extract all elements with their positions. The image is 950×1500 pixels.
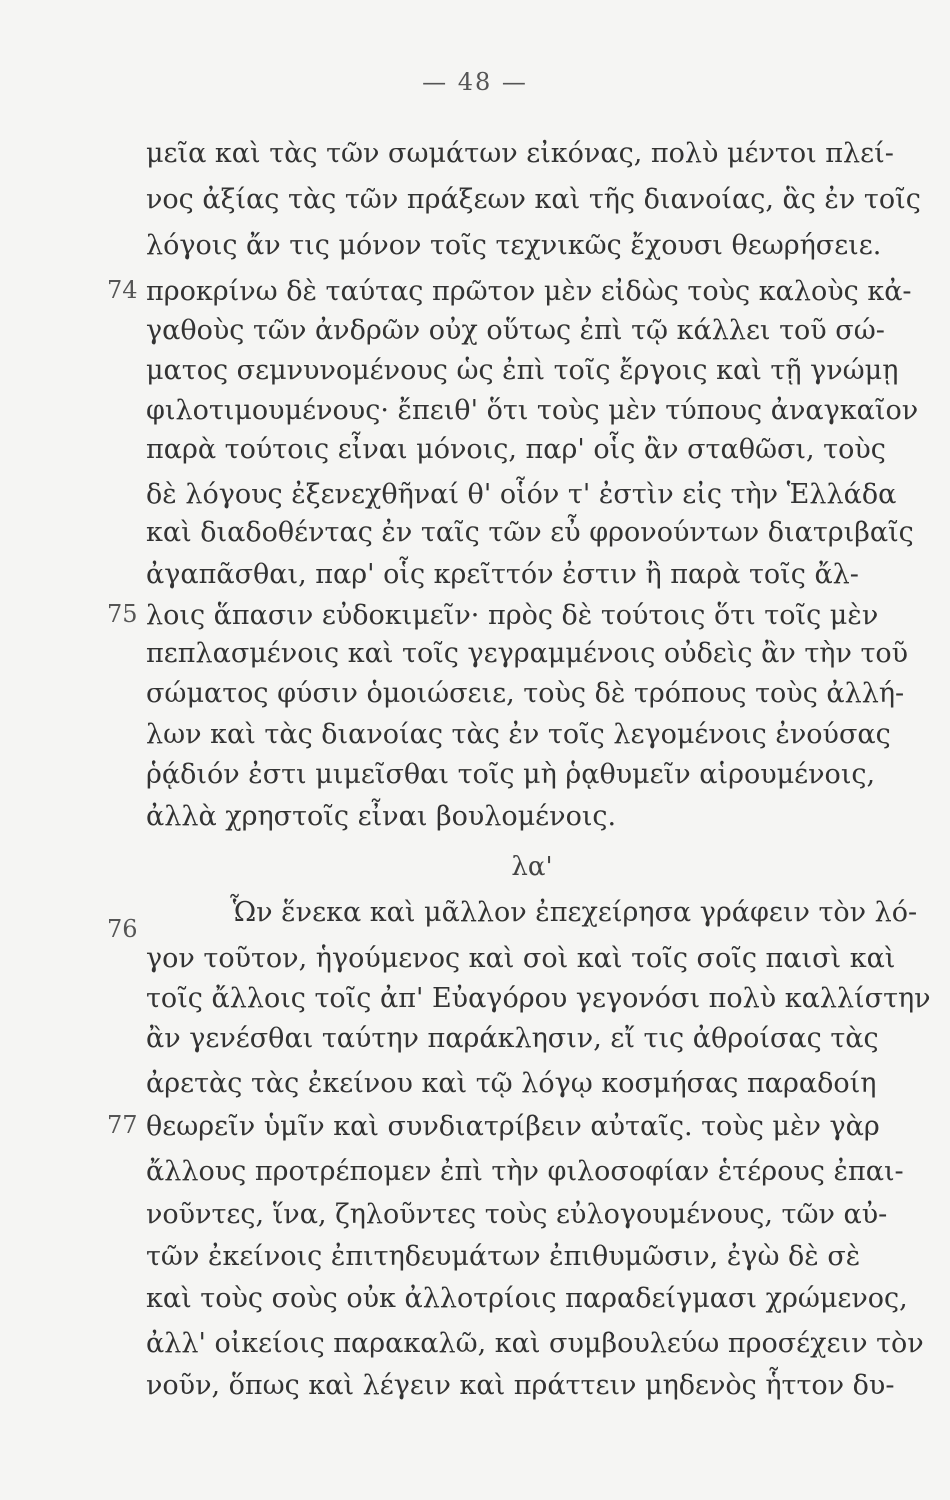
text-line: καὶ διαδοθέντας ἐν ταῖς τῶν εὖ φρονούντων διατριβαῖς	[146, 517, 914, 548]
text-line: φιλοτιμουμένους· ἔπειθ' ὅτι τοὺς μὲν τύπους ἀναγκαῖον	[146, 395, 919, 426]
text-line: προκρίνω δὲ ταύτας πρῶτον μὲν εἰδὼς τοὺς καλοὺς κἀ-	[146, 276, 912, 307]
text-line: τῶν ἐκείνοις ἐπιτηδευμάτων ἐπιθυμῶσιν, ἐγὼ δὲ σὲ	[146, 1241, 861, 1272]
text-line: γαθοὺς τῶν ἀνδρῶν οὐχ οὕτως ἐπὶ τῷ κάλλει τοῦ σώ-	[146, 315, 885, 346]
text-line: ἀλλὰ χρηστοῖς εἶναι βουλομένοις.	[146, 801, 617, 832]
text-line: ἀρετὰς τὰς ἐκείνου καὶ τῷ λόγῳ κοσμήσας παραδοίη	[146, 1068, 877, 1099]
margin-number-77: 77	[107, 1111, 138, 1139]
text-line: νοῦν, ὅπως καὶ λέγειν καὶ πράττειν μηδενὸς ἧττον δυ-	[146, 1370, 895, 1401]
text-line: ἀλλ' οἰκείοις παρακαλῶ, καὶ συμβουλεύω προσέχειν τὸν	[146, 1328, 924, 1359]
text-line: σώματος φύσιν ὁμοιώσειε, τοὺς δὲ τρόπους τοὺς ἀλλή-	[146, 678, 905, 709]
text-line: νοῦντες, ἵνα, ζηλοῦντες τοὺς εὐλογουμένους, τῶν αὐ-	[146, 1199, 888, 1230]
text-line: ἀγαπᾶσθαι, παρ' οἷς κρεῖττόν ἐστιν ἢ παρὰ τοῖς ἄλ-	[146, 559, 859, 590]
margin-number-75: 75	[107, 600, 138, 628]
text-line: θεωρεῖν ὑμῖν καὶ συνδιατρίβειν αὐταῖς. τοὺς μὲν γὰρ	[146, 1111, 880, 1142]
text-line: ματος σεμνυνομένους ὡς ἐπὶ τοῖς ἔργοις καὶ τῇ γνώμῃ	[146, 355, 899, 386]
text-line: μεῖα καὶ τὰς τῶν σωμάτων εἰκόνας, πολὺ μέντοι πλεί-	[146, 138, 894, 169]
margin-number-74: 74	[107, 276, 138, 304]
text-line: τοῖς ἄλλοις τοῖς ἀπ' Εὐαγόρου γεγονόσι πολὺ καλλίστην	[146, 983, 931, 1014]
text-line: Ὧν ἕνεκα καὶ μᾶλλον ἐπεχείρησα γράφειν τὸν λό-	[230, 897, 918, 928]
section-heading: λα'	[511, 852, 553, 882]
text-line: παρὰ τούτοις εἶναι μόνοις, παρ' οἷς ἂν σταθῶσι, τοὺς	[146, 434, 886, 465]
text-line: πεπλασμένοις καὶ τοῖς γεγραμμένοις οὐδεὶς ἂν τὴν τοῦ	[146, 638, 909, 669]
text-line: ῥᾴδιόν ἐστι μιμεῖσθαι τοῖς μὴ ῥᾳθυμεῖν αἱρουμένοις,	[146, 759, 876, 790]
text-line: ἄλλους προτρέπομεν ἐπὶ τὴν φιλοσοφίαν ἑτέρους ἐπαι-	[146, 1156, 904, 1187]
text-line: δὲ λόγους ἐξενεχθῆναί θ' οἷόν τ' ἐστὶν εἰς τὴν Ἑλλάδα	[146, 479, 897, 510]
text-line: ἂν γενέσθαι ταύτην παράκλησιν, εἴ τις ἀθροίσας τὰς	[146, 1023, 879, 1054]
text-line: νος ἀξίας τὰς τῶν πράξεων καὶ τῆς διανοίας, ἃς ἐν τοῖς	[146, 184, 921, 215]
text-line: καὶ τοὺς σοὺς οὐκ ἀλλοτρίοις παραδείγμασι χρώμενος,	[146, 1283, 908, 1314]
text-line: λων καὶ τὰς διανοίας τὰς ἐν τοῖς λεγομένοις ἐνούσας	[146, 719, 891, 750]
margin-number-76: 76	[107, 915, 138, 943]
page-number: — 48 —	[422, 68, 528, 96]
text-line: λόγοις ἄν τις μόνον τοῖς τεχνικῶς ἔχουσι θεωρήσειε.	[146, 230, 882, 261]
text-line: λοις ἅπασιν εὐδοκιμεῖν· πρὸς δὲ τούτοις ὅτι τοῖς μὲν	[146, 600, 879, 631]
text-line: γον τοῦτον, ἡγούμενος καὶ σοὶ καὶ τοῖς σοῖς παισὶ καὶ	[146, 943, 896, 974]
